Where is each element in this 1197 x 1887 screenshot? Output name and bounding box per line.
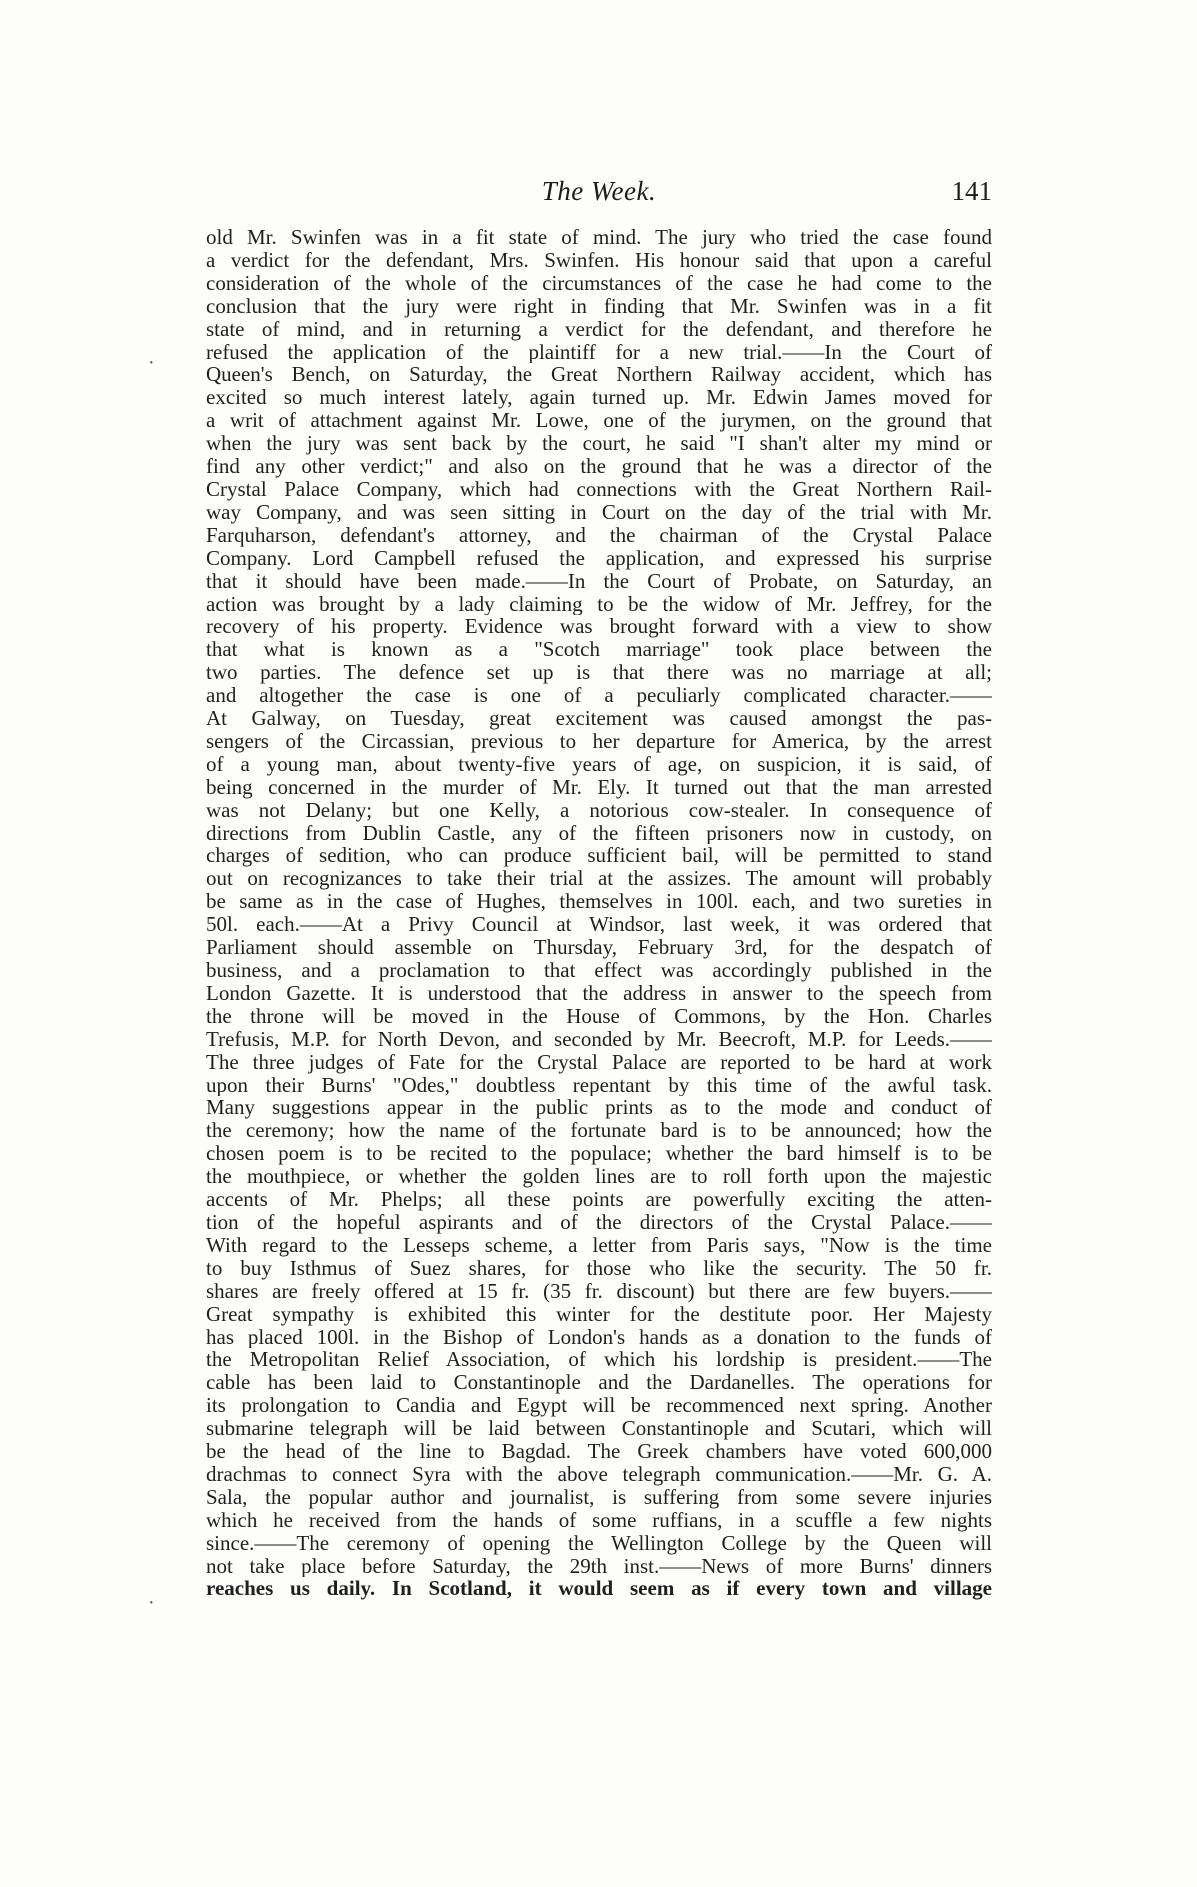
text-line: Crystal Palace Company, which had connections with the Great Northern Rail- (206, 477, 992, 501)
text-line: which he received from the hands of some ruffians, in a scuffle a few nights (206, 1508, 992, 1532)
text-line: Queen's Bench, on Saturday, the Great Northern Railway accident, which has (206, 363, 992, 387)
text-line: recovery of his property. Evidence was brought forward with a view to show (206, 615, 992, 639)
text-line: Company. Lord Campbell refused the application, and expressed his surprise (206, 546, 992, 570)
text-line: Sala, the popular author and journalist, is suffering from some severe injuries (206, 1485, 992, 1509)
text-line: has placed 100l. in the Bishop of London's hands as a donation to the funds of (206, 1325, 992, 1349)
running-title: The Week. (541, 176, 657, 206)
text-line: submarine telegraph will be laid between Constantinople and Scutari, which will (206, 1417, 992, 1441)
text-line: was not Delany; but one Kelly, a notorious cow-stealer. In consequence of (206, 798, 992, 822)
text-line: old Mr. Swinfen was in a fit state of mind. The jury who tried the case found (206, 226, 992, 249)
text-line: and altogether the case is one of a peculiarly complicated character.—— (206, 684, 992, 708)
text-line: not take place before Saturday, the 29th inst.——News of more Burns' dinners (206, 1554, 992, 1578)
page-number: 141 (951, 176, 992, 206)
text-line: chosen poem is to be recited to the populace; whether the bard himself is to be (206, 1142, 992, 1166)
text-line: Great sympathy is exhibited this winter for the destitute poor. Her Majesty (206, 1302, 992, 1326)
text-line: be same as in the case of Hughes, themselves in 100l. each, and two sureties in (206, 890, 992, 914)
text-line: action was brought by a lady claiming to be the widow of Mr. Jeffrey, for the (206, 592, 992, 616)
text-line: shares are freely offered at 15 fr. (35 fr. discount) but there are few buyers.—— (206, 1279, 992, 1303)
text-line: conclusion that the jury were right in finding that Mr. Swinfen was in a fit (206, 294, 992, 318)
text-line: accents of Mr. Phelps; all these points are powerfully exciting the atten- (206, 1188, 992, 1211)
text-line: At Galway, on Tuesday, great excitement was caused amongst the pas- (206, 707, 992, 730)
text-line: way Company, and was seen sitting in Court on the day of the trial with Mr. (206, 500, 992, 524)
text-line: Parliament should assemble on Thursday, February 3rd, for the despatch of (206, 936, 992, 959)
text-line: a verdict for the defendant, Mrs. Swinfen. His honour said that upon a careful (206, 248, 992, 272)
text-line: Farquharson, defendant's attorney, and the chairman of the Crystal Palace (206, 523, 992, 547)
text-line: cable has been laid to Constantinople and the Dardanelles. The operations for (206, 1371, 992, 1395)
text-line: charges of sedition, who can produce sufficient bail, will be permitted to stand (206, 844, 992, 868)
text-line: a writ of attachment against Mr. Lowe, one of the jurymen, on the ground that (206, 409, 992, 433)
text-line: state of mind, and in returning a verdict for the defendant, and therefore he (206, 317, 992, 341)
text-line: excited so much interest lately, again turned up. Mr. Edwin James moved for (206, 386, 992, 410)
text-line: drachmas to connect Syra with the above telegraph communication.——Mr. G. A. (206, 1462, 992, 1486)
text-line: sengers of the Circassian, previous to her departure for America, by the arrest (206, 729, 992, 753)
text-line: its prolongation to Candia and Egypt will be recommenced next spring. Another (206, 1394, 992, 1418)
margin-dot: · (148, 352, 155, 374)
article-body (206, 226, 992, 1600)
text-line: the mouthpiece, or whether the golden lines are to roll forth upon the majestic (206, 1165, 992, 1189)
text-line: Many suggestions appear in the public prints as to the mode and conduct of (206, 1096, 992, 1120)
text-line: being concerned in the murder of Mr. Ely. It turned out that the man arrested (206, 775, 992, 799)
text-line: The three judges of Fate for the Crystal Palace are reported to be hard at work (206, 1050, 992, 1074)
margin-dot: · (148, 1592, 155, 1614)
text-line: consideration of the whole of the circumstances of the case he had come to the (206, 271, 992, 295)
text-line: reaches us daily. In Scotland, it would seem as if every town and village (206, 1577, 992, 1601)
text-line: of a young man, about twenty-five years of age, on suspicion, it is said, of (206, 752, 992, 776)
text-line: the ceremony; how the name of the fortunate bard is to be announced; how the (206, 1119, 992, 1143)
text-line: find any other verdict;" and also on the ground that he was a director of the (206, 455, 992, 478)
text-line: refused the application of the plaintiff for a new trial.——In the Court of (206, 340, 992, 364)
text-line: that what is known as a "Scotch marriage" took place between the (206, 638, 992, 662)
text-line: directions from Dublin Castle, any of the fifteen prisoners now in custody, on (206, 821, 992, 845)
text-line: two parties. The defence set up is that there was no marriage at all; (206, 661, 992, 685)
text-line: With regard to the Lesseps scheme, a letter from Paris says, "Now is the time (206, 1233, 992, 1257)
text-line: 50l. each.——At a Privy Council at Windsor, last week, it was ordered that (206, 913, 992, 937)
text-line: be the head of the line to Bagdad. The Greek chambers have voted 600,000 (206, 1440, 992, 1463)
text-line: the Metropolitan Relief Association, of which his lordship is president.——The (206, 1348, 992, 1372)
page-header (206, 176, 992, 216)
text-line: upon their Burns' "Odes," doubtless repentant by this time of the awful task. (206, 1073, 992, 1097)
text-line: business, and a proclamation to that effect was accordingly published in the (206, 959, 992, 982)
text-line: tion of the hopeful aspirants and of the directors of the Crystal Palace.—— (206, 1210, 992, 1234)
text-line: to buy Isthmus of Suez shares, for those who like the security. The 50 fr. (206, 1256, 992, 1280)
text-line: out on recognizances to take their trial at the assizes. The amount will probably (206, 867, 992, 891)
text-line: that it should have been made.——In the Court of Probate, on Saturday, an (206, 569, 992, 593)
text-line: London Gazette. It is understood that the address in answer to the speech from (206, 981, 992, 1005)
text-line: Trefusis, M.P. for North Devon, and seconded by Mr. Beecroft, M.P. for Leeds.—— (206, 1027, 992, 1051)
text-line: when the jury was sent back by the court, he said "I shan't alter my mind or (206, 432, 992, 456)
text-line: since.——The ceremony of opening the Wellington College by the Queen will (206, 1531, 992, 1555)
text-line: the throne will be moved in the House of Commons, by the Hon. Charles (206, 1004, 992, 1028)
